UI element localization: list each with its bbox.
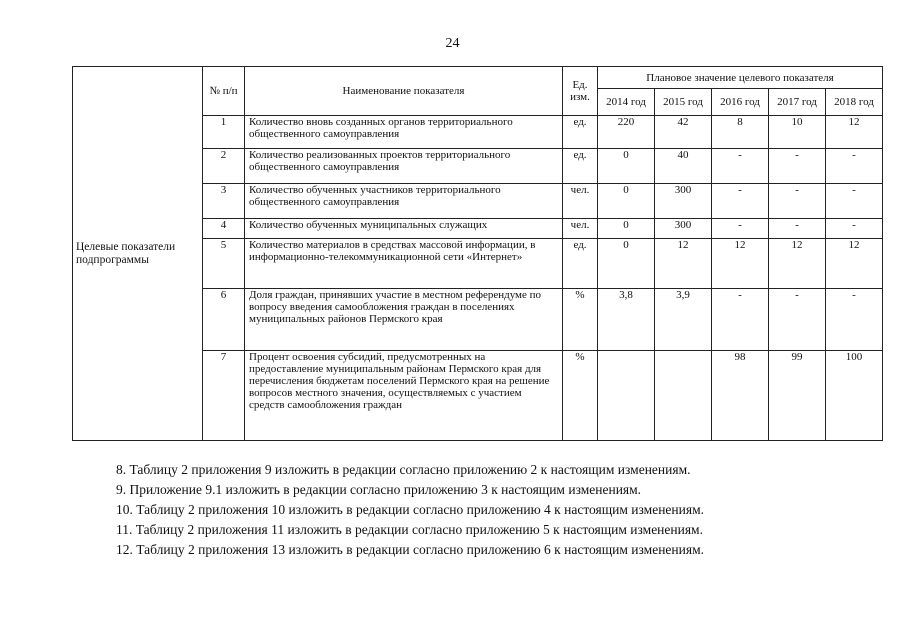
paragraph: 12. Таблицу 2 приложения 13 изложить в редакции согласно приложению 6 к настоящим изменениям. — [116, 542, 704, 557]
year-value: 0 — [598, 184, 655, 219]
header-row — [73, 67, 883, 89]
year-value: - — [712, 289, 769, 351]
indicator-name: Количество вновь созданных органов территориального общественного самоуправления — [245, 116, 563, 149]
row-number: 1 — [203, 116, 245, 149]
row-number: 7 — [203, 351, 245, 441]
year-value: 12 — [826, 116, 883, 149]
unit: ед. — [563, 239, 598, 289]
year-value: 10 — [769, 116, 826, 149]
header-num: № п/п — [203, 67, 245, 116]
indicator-name: Процент освоения субсидий, предусмотренных на предоставление муниципальным районам Пермского края для перечисления бюджетам поселений Пермского края на решение вопросов местного значения, осуществляемых с участием средств самообложения граждан — [245, 351, 563, 441]
indicator-name: Количество обученных муниципальных служащих — [245, 219, 563, 239]
paragraph: 8. Таблицу 2 приложения 9 изложить в редакции согласно приложению 2 к настоящим изменениям. — [116, 462, 691, 477]
indicator-name: Количество материалов в средствах массовой информации, в информационно-телекоммуникационной сети «Интернет» — [245, 239, 563, 289]
year-value: - — [826, 184, 883, 219]
header-year: 2018 год — [826, 89, 883, 116]
paragraph: 11. Таблицу 2 приложения 11 изложить в редакции согласно приложению 5 к настоящим изменениям. — [116, 522, 703, 537]
year-value: 12 — [712, 239, 769, 289]
year-value: - — [769, 219, 826, 239]
page-number: 24 — [445, 36, 460, 51]
unit: % — [563, 351, 598, 441]
year-value — [655, 351, 712, 441]
year-value: 3,9 — [655, 289, 712, 351]
unit: ед. — [563, 116, 598, 149]
unit: ед. — [563, 149, 598, 184]
row-number: 4 — [203, 219, 245, 239]
header-year: 2014 год — [598, 89, 655, 116]
year-value: 12 — [769, 239, 826, 289]
year-value: - — [712, 149, 769, 184]
year-value: 0 — [598, 149, 655, 184]
header-name: Наименование показателя — [245, 67, 563, 116]
header-year: 2016 год — [712, 89, 769, 116]
year-value: - — [826, 219, 883, 239]
year-value: 12 — [655, 239, 712, 289]
row-number: 5 — [203, 239, 245, 289]
year-value: - — [712, 219, 769, 239]
year-value: 0 — [598, 239, 655, 289]
paragraph: 9. Приложение 9.1 изложить в редакции согласно приложению 3 к настоящим изменениям. — [116, 482, 642, 497]
indicators-table — [72, 66, 883, 441]
left-label: Целевые показатели подпрограммы — [73, 67, 203, 441]
year-value: 100 — [826, 351, 883, 441]
year-value: 8 — [712, 116, 769, 149]
year-value: - — [769, 149, 826, 184]
year-value: - — [826, 289, 883, 351]
unit: чел. — [563, 184, 598, 219]
year-value — [598, 351, 655, 441]
header-year: 2015 год — [655, 89, 712, 116]
year-value: 300 — [655, 184, 712, 219]
row-number: 6 — [203, 289, 245, 351]
year-value: - — [826, 149, 883, 184]
year-value: - — [712, 184, 769, 219]
year-value: 42 — [655, 116, 712, 149]
unit: чел. — [563, 219, 598, 239]
year-value: - — [769, 184, 826, 219]
header-unit: Ед. изм. — [563, 67, 598, 116]
year-value: 300 — [655, 219, 712, 239]
year-value: 98 — [712, 351, 769, 441]
indicator-name: Доля граждан, принявших участие в местном референдуме по вопросу введения самообложения граждан в поселениях муниципальных районов Пермского края — [245, 289, 563, 351]
row-number: 3 — [203, 184, 245, 219]
amendment-paragraphs — [116, 460, 704, 560]
header-plan: Плановое значение целевого показателя — [598, 67, 883, 89]
header-year: 2017 год — [769, 89, 826, 116]
year-value: - — [769, 289, 826, 351]
row-number: 2 — [203, 149, 245, 184]
paragraph: 10. Таблицу 2 приложения 10 изложить в редакции согласно приложению 4 к настоящим изменениям. — [116, 502, 704, 517]
unit: % — [563, 289, 598, 351]
indicator-name: Количество обученных участников территориального общественного самоуправления — [245, 184, 563, 219]
indicator-name: Количество реализованных проектов территориального общественного самоуправления — [245, 149, 563, 184]
year-value: 99 — [769, 351, 826, 441]
year-value: 40 — [655, 149, 712, 184]
year-value: 0 — [598, 219, 655, 239]
year-value: 12 — [826, 239, 883, 289]
year-value: 3,8 — [598, 289, 655, 351]
year-value: 220 — [598, 116, 655, 149]
